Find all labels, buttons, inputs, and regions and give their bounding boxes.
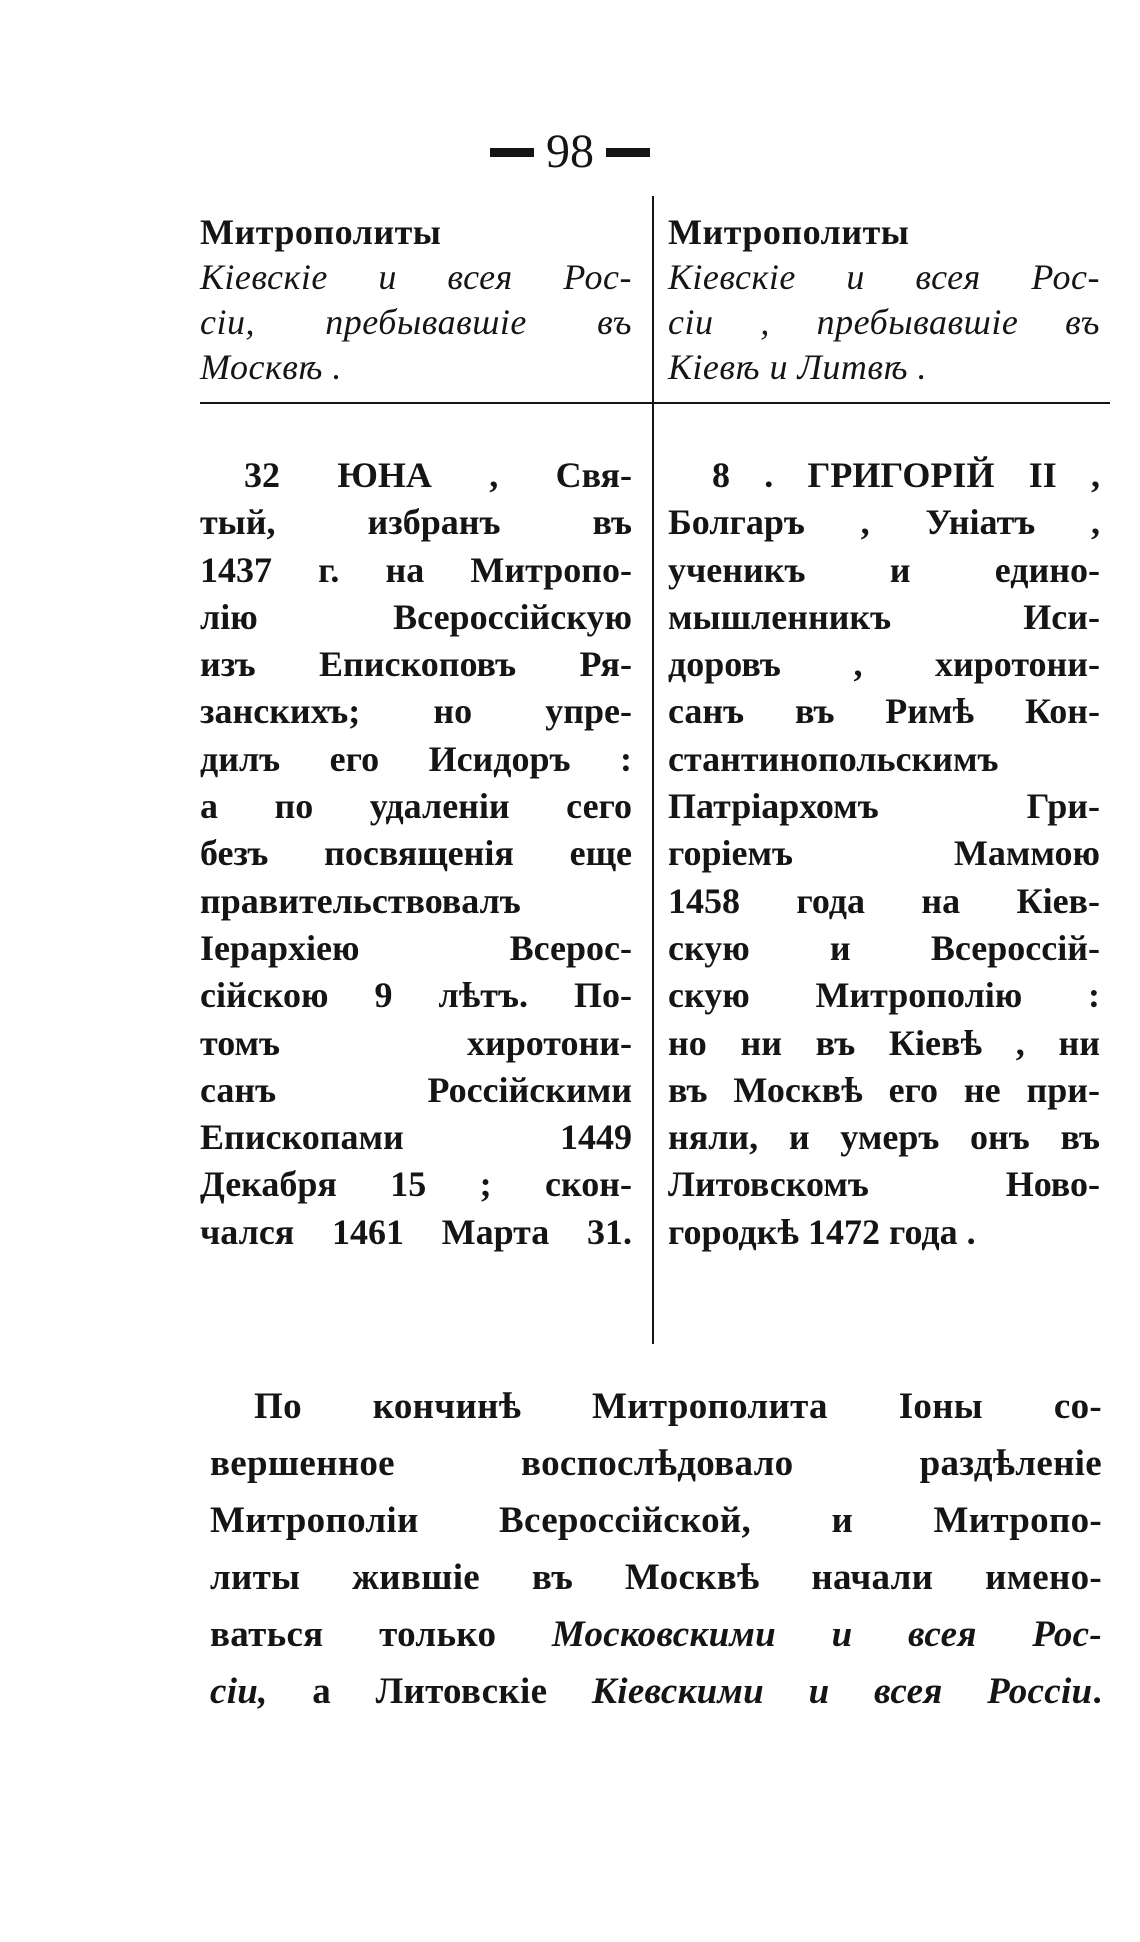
closing-paragraph (210, 1378, 1102, 1720)
right-body-line: Болгаръ , Уніатъ , (668, 502, 1100, 543)
closing-line (210, 1663, 1102, 1720)
right-body-line: мышленникъ Иси- (668, 596, 1100, 637)
left-body-line: Декабря 15 ; скон- (200, 1164, 632, 1205)
right-body-line: Литовскомъ Ново- (668, 1164, 1100, 1205)
closing-line (210, 1378, 1102, 1435)
text-run: литы жившіе въ Москвѣ начали имено- (210, 1557, 1102, 1598)
closing-line (210, 1549, 1102, 1606)
left-body-line: тый, избранъ въ (200, 502, 632, 543)
text-run: . (1092, 1671, 1102, 1712)
right-body-line: въ Москвѣ его не при- (668, 1069, 1100, 1110)
right-body-line: Патріархомъ Гри- (668, 786, 1100, 827)
left-body-line: 1437 г. на Митропо- (200, 549, 632, 590)
left-body-line: а по удаленіи сего (200, 786, 632, 827)
text-run: а Литовскіе (267, 1671, 592, 1712)
left-body-line: занскихъ; но упре- (200, 691, 632, 732)
left-column-heading (200, 210, 632, 390)
right-column-heading (668, 210, 1100, 390)
right-body-line: няли, и умеръ онъ въ (668, 1117, 1100, 1158)
dash-left (490, 148, 534, 157)
dash-right (606, 148, 650, 157)
column-divider (652, 196, 654, 1344)
page-number-line (0, 125, 1140, 178)
left-heading-line: Кіевскіе и всея Рос- (200, 257, 632, 297)
left-body-line: чался 1461 Марта 31. (200, 1211, 632, 1252)
right-body-line: но ни въ Кіевѣ , ни (668, 1022, 1100, 1063)
right-heading-line: сіи , пребывавшіе въ (668, 302, 1100, 342)
left-heading-line: Москвѣ . (200, 347, 342, 387)
right-heading-line: Кіевѣ и Литвѣ . (668, 347, 928, 387)
right-body-line: 1458 года на Кіев- (668, 880, 1100, 921)
left-body-line: томъ хиротони- (200, 1022, 632, 1063)
left-body-line: Епископами 1449 (200, 1117, 632, 1158)
right-body-line: доровъ , хиротони- (668, 644, 1100, 685)
right-body-line: скую Митрополію : (668, 975, 1100, 1016)
right-body-line: стантинопольскимъ (668, 738, 999, 779)
right-heading-line: Кіевскіе и всея Рос- (668, 257, 1100, 297)
right-body-line: ученикъ и едино- (668, 549, 1100, 590)
left-heading-line: Митрополиты (200, 212, 442, 252)
closing-line (210, 1492, 1102, 1549)
right-body-line: городкѣ 1472 года . (668, 1211, 976, 1252)
left-body-line: лію Всероссійскую (200, 596, 632, 637)
right-body-line: горіемъ Маммою (668, 833, 1100, 874)
text-run: ваться только (210, 1614, 552, 1655)
right-body-line: скую и Всероссій- (668, 927, 1100, 968)
right-body-line: 8 . ГРИГОРІЙ II , (712, 455, 1100, 495)
left-body-line: изъ Епископовъ Ря- (200, 644, 632, 685)
right-body-line: санъ въ Римѣ Кон- (668, 691, 1100, 732)
left-body-line: сійскою 9 лѣтъ. По- (200, 975, 632, 1016)
left-body-line: дилъ его Исидоръ : (200, 738, 632, 779)
right-column-text (668, 452, 1100, 1256)
text-run: вершенное воспослѣдовало раздѣленіе (210, 1443, 1102, 1484)
heading-rule (200, 402, 1110, 404)
left-heading-line: сіи, пребывавшіе въ (200, 302, 632, 342)
left-body-line: Іерархіею Всерос- (200, 927, 632, 968)
closing-line (210, 1606, 1102, 1663)
left-body-line: 32 ЮНА , Свя- (244, 455, 632, 495)
left-body-line: правительствовалъ (200, 880, 521, 921)
left-column-text (200, 452, 632, 1256)
text-run: По кончинѣ Митрополита Іоны со- (254, 1386, 1102, 1427)
text-run: Митрополіи Всероссійской, и Митропо- (210, 1500, 1102, 1541)
right-heading-line: Митрополиты (668, 212, 910, 252)
italic-run: сіи, (210, 1671, 268, 1712)
closing-line (210, 1435, 1102, 1492)
italic-run: Кіевскими и всея Россіи (591, 1671, 1093, 1712)
left-body-line: санъ Россійскими (200, 1069, 632, 1110)
italic-run: Московскими и всея Рос- (551, 1614, 1102, 1655)
page-number: 98 (546, 125, 594, 178)
left-body-line: безъ посвященія еще (200, 833, 632, 874)
